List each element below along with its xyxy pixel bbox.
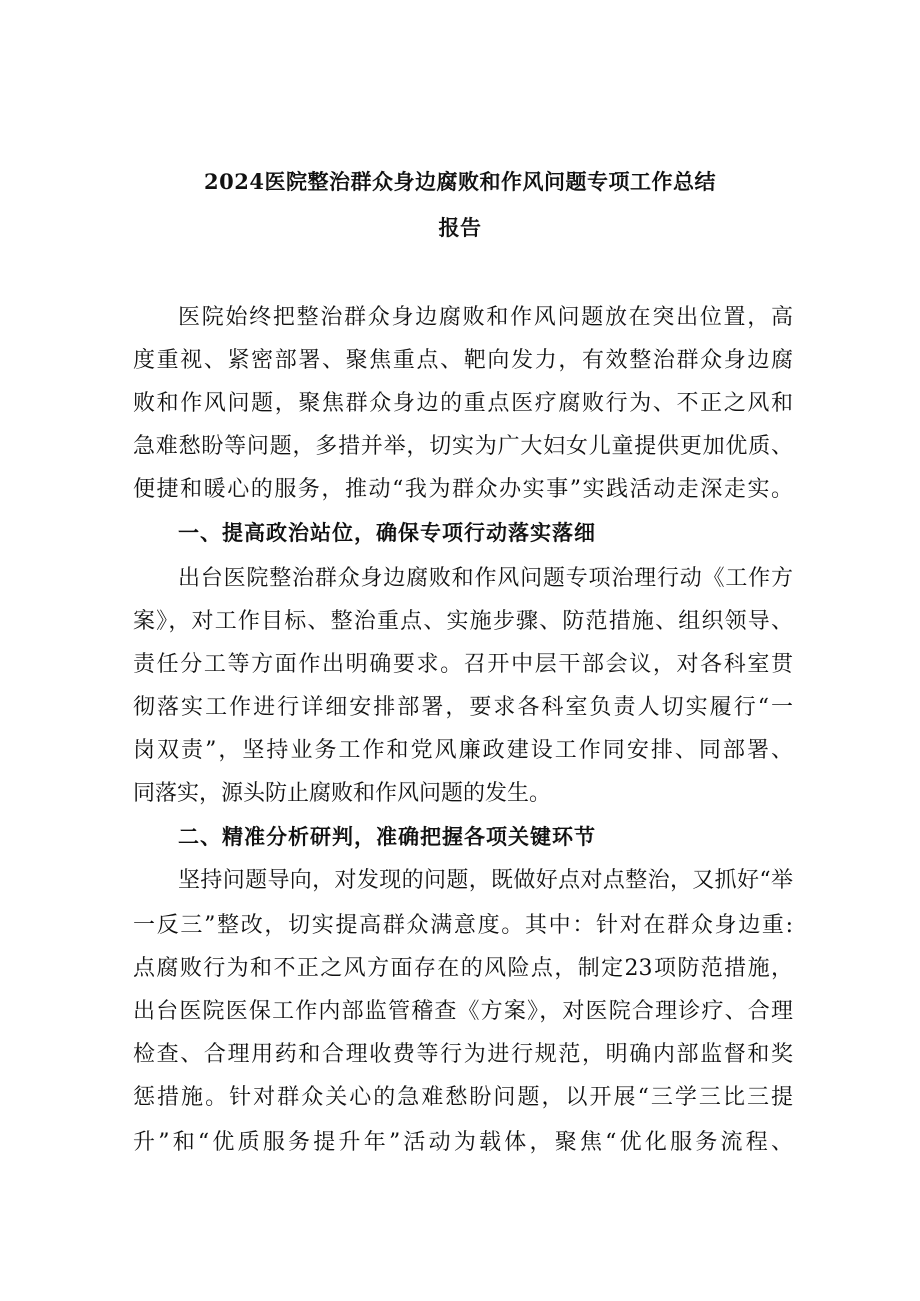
document-title: 2024医院整治群众身边腐败和作风问题专项工作总结 [204,169,716,194]
paragraph-line: 岗双责”，坚持业务工作和党风廉政建设工作同安排、同部署、 [133,738,793,763]
paragraph-line: 升”和“优质服务提升年”活动为载体，聚焦“优化服务流程、 [133,1130,793,1155]
paragraph-line: 检查、合理用药和合理收费等行为进行规范，明确内部监督和奖 [133,1042,793,1067]
paragraph-line: 同落实，源头防止腐败和作风问题的发生。 [133,781,552,806]
document-title-continued: 报告 [438,215,482,240]
section-heading: 一、提高政治站位，确保专项行动落实落细 [178,520,596,545]
paragraph-line: 度重视、紧密部署、聚焦重点、靶向发力，有效整治群众身边腐 [133,348,793,373]
paragraph-line: 急难愁盼等问题，多措并举，切实为广大妇女儿童提供更加优质、 [133,434,793,459]
paragraph-line: 败和作风问题，聚焦群众身边的重点医疗腐败行为、不正之风和 [133,391,793,416]
paragraph-line: 责任分工等方面作出明确要求。召开中层干部会议，对各科室贯 [133,652,793,677]
paragraph-line: 彻落实工作进行详细安排部署，要求各科室负责人切实履行“一 [133,695,793,720]
paragraph-line: 点腐败行为和不正之风方面存在的风险点，制定23项防范措施， [133,956,793,981]
paragraph-line: 医院始终把整治群众身边腐败和作风问题放在突出位置，高 [178,305,793,330]
paragraph-line: 出台医院医保工作内部监管稽查《方案》，对医院合理诊疗、合理 [133,999,793,1024]
paragraph-line: 出台医院整治群众身边腐败和作风问题专项治理行动《工作方 [178,566,793,591]
paragraph-line: 案》，对工作目标、整治重点、实施步骤、防范措施、组织领导、 [133,609,793,634]
section-heading: 二、精准分析研判，准确把握各项关键环节 [178,824,596,849]
paragraph-line: 坚持问题导向，对发现的问题，既做好点对点整治，又抓好“举 [178,868,793,893]
paragraph-line: 一反三”整改，切实提高群众满意度。其中：针对在群众身边重: [133,913,793,938]
paragraph-line: 便捷和暖心的服务，推动“我为群众办实事”实践活动走深走实。 [133,477,793,502]
paragraph-line: 惩措施。针对群众关心的急难愁盼问题，以开展“三学三比三提 [133,1085,793,1110]
